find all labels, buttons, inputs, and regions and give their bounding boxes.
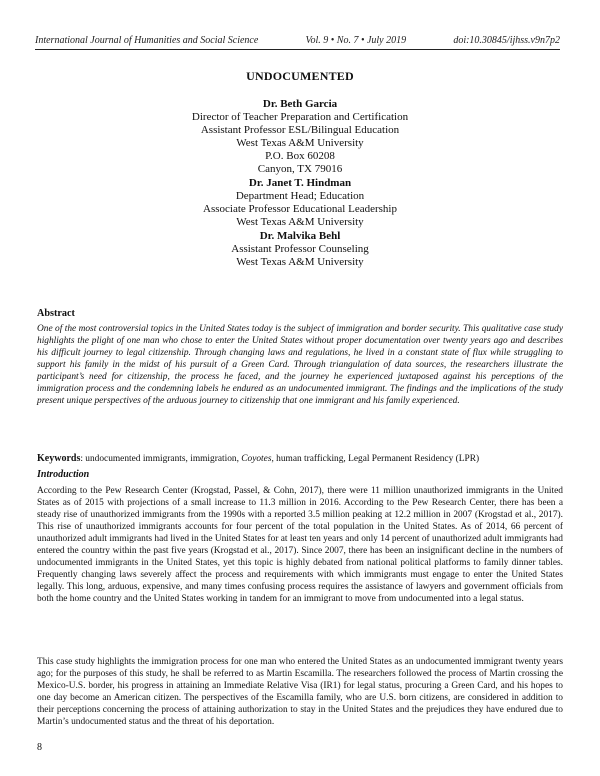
body-paragraph: According to the Pew Research Center (Krogstad, Passel, & Cohn, 2017), there were 11 million unauthorized immigrants in the United States as of 2015 with projections of a small increase to 11.3 million in 2016. According to the Pew Research Center, there has been a steady rise of unauthorized immigrants from the 1990s with a reported 3.5 million peaking at 12.2 million in 2007 (Krogstad et al., 2017). This rise of unauthorized immigrants accounts for four percent of the total population in the United States. As of 2014, 66 percent of unauthorized adult immigrants had lived in the United States for at least ten years and only 14 percent of unauthorized adult immigrants had entered the country within the past five years (Krogstad et al., 2017). Since 2007, there has been an insignificant decline in the numbers of undocumented immigrants in the United States, yet this topic is highly debated from national political platforms to family dinner tables. Frequently changing laws severely affect the process and requirements with which immigrants must engage to enter the United States legally. This long, arduous, expensive, and many times confusing process requires the assistance of lawyers and government officials from both the home country and the United States working in tandem for an immigrant to move from undocumented into a legal status. [37,486,563,604]
abstract-text: One of the most controversial topics in the United States today is the subject of immigration and border security. This qualitative case study highlights the plight of one man who chose to enter the United States without proper documentation over twenty years ago and describes his difficult journey to legal citizenship. Through changing laws and regulations, he lived in a constant state of flux while struggling to support his family in the midst of his pursuit of a Green Card. Through triangulation of data sources, the researchers illustrate the participant’s need for citizenship, the process he faced, and the journey he experienced juxtaposed against his perceptions of the immigration process and the condemning labels he endured as an undocumented immigrant. The findings and the implications of the study present unique perspectives of the arduous journey to citizenship that one immigrant and his family experienced. [37,324,563,406]
author-block [0,230,600,269]
author-affiliation-line: West Texas A&M University [236,137,364,149]
author-affiliation-line: West Texas A&M University [236,216,364,228]
author-affiliation-line: Canyon, TX 79016 [257,163,343,175]
keywords-list-end: , human trafficking, Legal Permanent Residency (LPR) [271,454,480,464]
author-affiliation-line: Assistant Professor Counseling [231,243,369,255]
author-block [0,98,600,176]
author-affiliation-line: P.O. Box 60208 [265,150,335,162]
doi: doi:10.30845/ijhss.v9n7p2 [453,35,560,46]
author-affiliation-line: Assistant Professor ESL/Bilingual Education [200,124,400,136]
keywords-list: : undocumented immigrants, immigration, [80,454,242,464]
abstract-heading: Abstract [37,308,75,319]
keyword-italic: Coyotes [241,454,272,464]
body-paragraph: This case study highlights the immigration process for one man who entered the United States as an undocumented immigrant twenty years ago; for the purposes of this study, he shall be referred to as Martin Escamilla. The researchers followed the process of Martin crossing the Mexico-U.S. border, his progress in attaining an Immediate Relative Visa (IR1) for legal status, procuring a Green Card, and his hopes to one day become an American citizen. The perspectives of the Escamilla family, who are U.S. born citizens, are considered in addition to their perceptions concerning the process of attaining authorization to stay in the United States and the prejudices they have endured due to Martin’s undocumented status and the threat of his deportation. [37,657,563,727]
running-header [35,35,560,50]
journal-name: International Journal of Humanities and Social Science [35,35,259,46]
author-list [0,98,600,269]
author-name: Dr. Beth Garcia [262,98,338,110]
author-affiliation-line: Department Head; Education [235,190,365,202]
author-name: Dr. Janet T. Hindman [248,177,352,189]
author-affiliation-line: Director of Teacher Preparation and Certification [191,111,409,123]
author-affiliation-line: West Texas A&M University [236,256,364,268]
keywords-line [37,453,563,464]
paper-title: UNDOCUMENTED [246,69,354,83]
author-affiliation-line: Associate Professor Educational Leadership [203,203,397,215]
section-heading-introduction: Introduction [37,469,90,480]
issue-info: Vol. 9 • No. 7 • July 2019 [305,35,407,46]
page-number: 8 [37,742,42,753]
author-name: Dr. Malvika Behl [259,230,341,242]
author-block [0,177,600,229]
keywords-label: Keywords [37,453,81,464]
